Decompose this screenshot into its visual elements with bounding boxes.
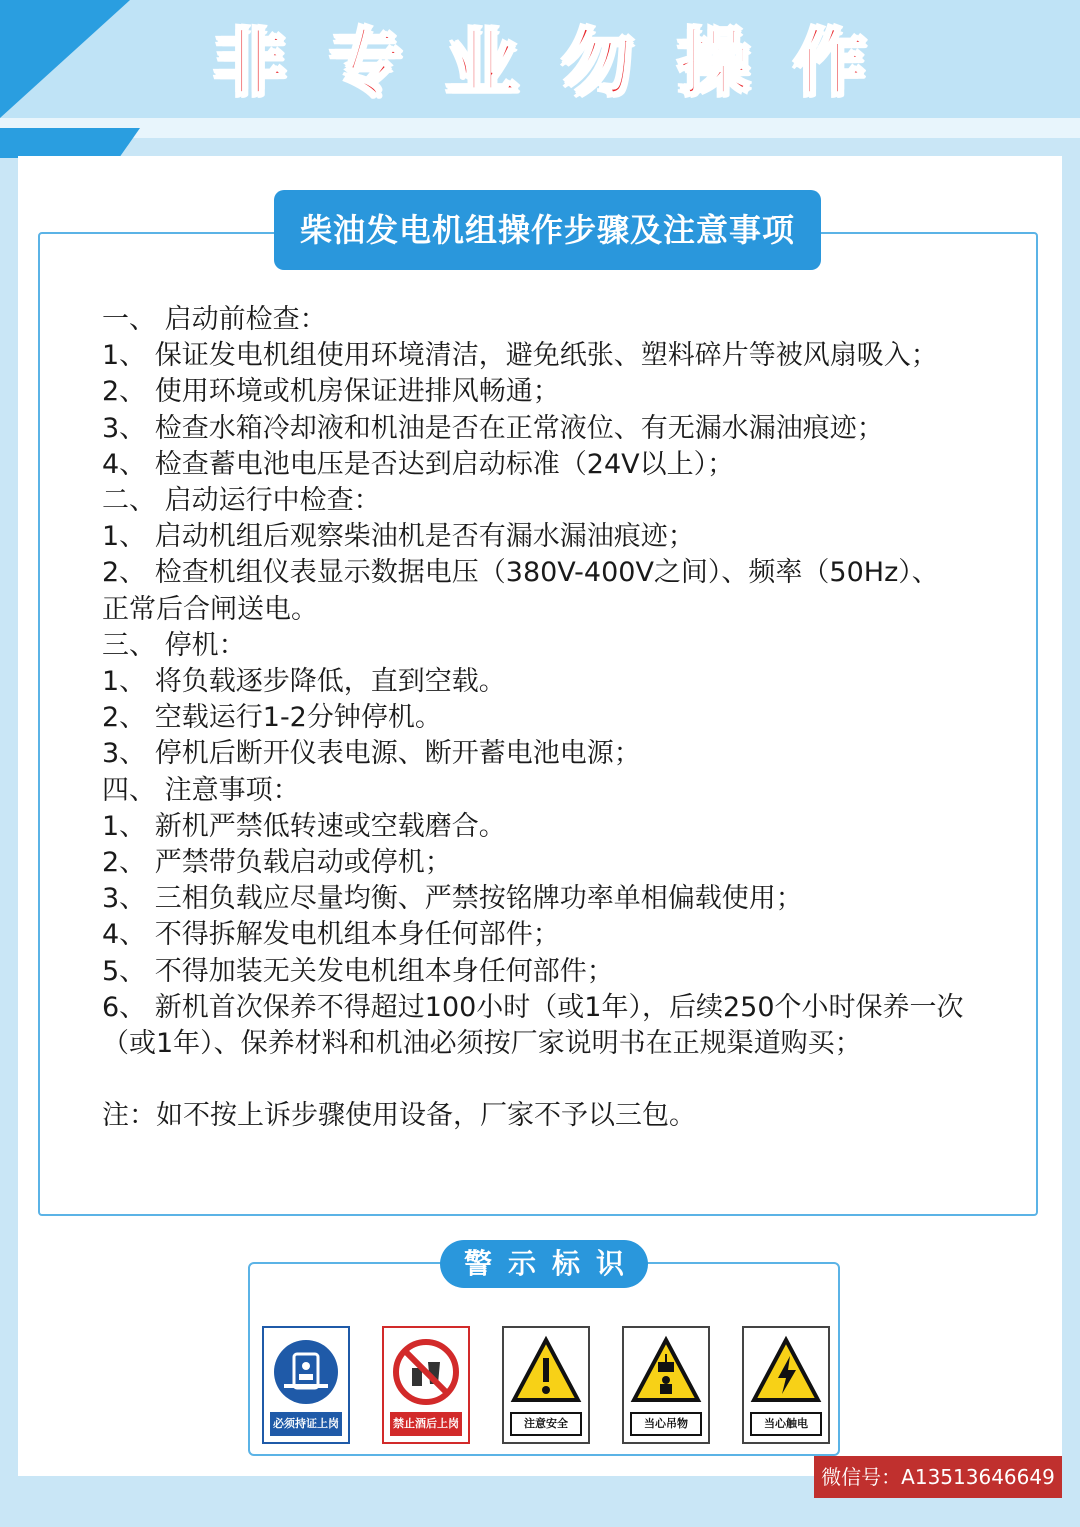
list-item: 4、 不得拆解发电机组本身任何部件； <box>102 919 560 951</box>
watermark: 微信号：A13513646649 <box>814 1456 1062 1498</box>
sign-prohibition-drinking <box>382 1326 470 1444</box>
list-item: 4、 检查蓄电池电压是否达到启动标准（24V以上）； <box>102 448 735 480</box>
section-title: 柴油发电机组操作步骤及注意事项 <box>274 190 821 270</box>
bottom-strip <box>0 1498 1080 1527</box>
sign-label: 注意安全 <box>510 1412 582 1436</box>
sign-warning-electric-shock <box>742 1326 830 1444</box>
sign-label: 必须持证上岗 <box>270 1412 342 1436</box>
warning-signs-row <box>262 1326 832 1444</box>
list-item-continued: （或1年）、保养材料和机油必须按厂家说明书在正规渠道购买； <box>102 1028 862 1060</box>
spacer <box>102 1062 1032 1098</box>
sign-label: 禁止酒后上岗 <box>390 1412 462 1436</box>
instructions-text <box>102 302 1032 1134</box>
list-item: 2、 空载运行1-2分钟停机。 <box>102 702 442 734</box>
heading-precheck: 一、 启动前检查： <box>102 304 327 335</box>
no-drinking-icon <box>390 1334 462 1410</box>
warning-signs-title: 警示标识 <box>440 1240 648 1288</box>
falling-object-icon <box>630 1334 702 1410</box>
list-item: 1、 保证发电机组使用环境清洁，避免纸张、塑料碎片等被风扇吸入； <box>102 340 938 372</box>
exclamation-icon <box>510 1334 582 1410</box>
header-stripe <box>0 118 1080 138</box>
sign-warning-falling-object <box>622 1326 710 1444</box>
list-item: 2、 严禁带负载启动或停机； <box>102 847 452 879</box>
list-item: 1、 将负载逐步降低，直到空载。 <box>102 666 506 698</box>
list-item-continued: 正常后合闸送电。 <box>102 593 318 625</box>
page-title: 非专业勿操作 <box>213 21 910 105</box>
heading-shutdown: 三、 停机： <box>102 629 246 661</box>
header-stripe-accent <box>0 128 140 158</box>
sign-label: 当心吊物 <box>630 1412 702 1436</box>
list-item: 6、 新机首次保养不得超过100小时（或1年），后续250个小时保养一次 <box>102 991 964 1023</box>
list-item: 2、 检查机组仪表显示数据电压（380V-400V之间）、频率（50Hz）、 <box>102 557 939 589</box>
electric-shock-icon <box>750 1334 822 1410</box>
list-item: 1、 新机严禁低转速或空载磨合。 <box>102 810 506 842</box>
heading-notes: 四、 注意事项： <box>102 774 300 806</box>
sign-mandatory-certificate <box>262 1326 350 1444</box>
list-item: 1、 启动机组后观察柴油机是否有漏水漏油痕迹； <box>102 521 695 553</box>
list-item: 3、 检查水箱冷却液和机油是否在正常液位、有无漏水漏油痕迹； <box>102 412 884 444</box>
sign-warning-safety <box>502 1326 590 1444</box>
list-item: 5、 不得加装无关发电机组本身任何部件； <box>102 955 614 987</box>
heading-running-check: 二、 启动运行中检查： <box>102 485 381 517</box>
certificate-icon <box>270 1334 342 1410</box>
sign-label: 当心触电 <box>750 1412 822 1436</box>
footnote: 注：如不按上诉步骤使用设备，厂家不予以三包。 <box>102 1100 696 1132</box>
list-item: 3、 停机后断开仪表电源、断开蓄电池电源； <box>102 738 641 770</box>
list-item: 3、 三相负载应尽量均衡、严禁按铭牌功率单相偏载使用； <box>102 883 803 915</box>
list-item: 2、 使用环境或机房保证进排风畅通； <box>102 376 560 408</box>
